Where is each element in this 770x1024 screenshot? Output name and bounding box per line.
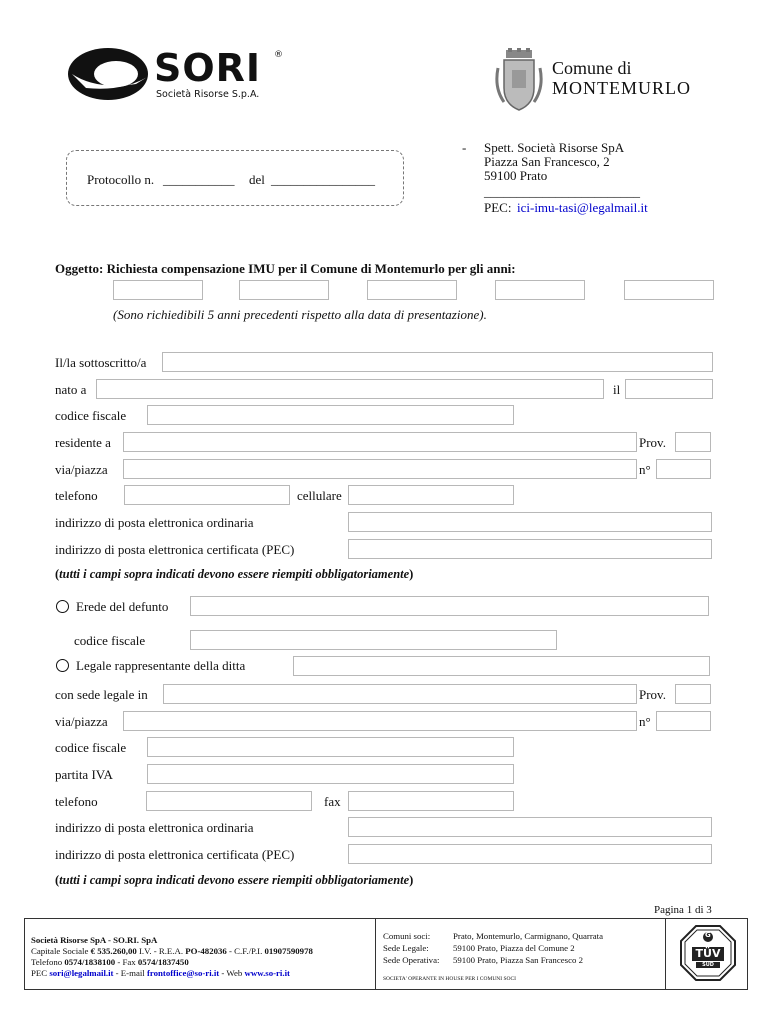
email-ordinaria-field[interactable] xyxy=(348,512,712,532)
via-piazza2-field[interactable] xyxy=(123,711,637,731)
nato-a-field[interactable] xyxy=(96,379,604,399)
year-field-4[interactable] xyxy=(495,280,585,300)
year-field-2[interactable] xyxy=(239,280,329,300)
telefono2-label: telefono xyxy=(55,794,98,809)
ditta-field[interactable] xyxy=(293,656,710,676)
protocol-number-label: Protocollo n. xyxy=(87,172,155,187)
sede-legale-label: con sede legale in xyxy=(55,687,148,702)
footer-divider-2 xyxy=(665,919,666,989)
email-pec-label: indirizzo di posta elettronica certificata (PEC) xyxy=(55,542,295,557)
mandatory-note-2: (tutti i campi sopra indicati devono essere riempiti obbligatoriamente) xyxy=(55,873,414,887)
footer-company: Società Risorse SpA - SO.RI. SpA xyxy=(31,935,158,945)
recipient-block xyxy=(462,138,742,218)
codice-fiscale-field[interactable] xyxy=(147,405,514,425)
sori-logo-text: SORI xyxy=(154,46,262,90)
protocol-date-blank[interactable]: ________________ xyxy=(271,172,375,187)
footer-contacts: PEC sori@legalmail.it - E-mail frontoffice@so-ri.it - Web www.so-ri.it xyxy=(31,968,290,978)
email-ordinaria-label: indirizzo di posta elettronica ordinaria xyxy=(55,515,254,530)
footer-capital: Capitale Sociale € 535.260,00 I.V. - R.E.A. PO-482036 - C.F./P.I. 01907590978 xyxy=(31,946,313,956)
numero-label: n° xyxy=(639,462,651,477)
footer-phone: Telefono 0574/1838100 - Fax 0574/1837450 xyxy=(31,957,189,967)
fax-label: fax xyxy=(324,794,341,809)
recipient-dash: - xyxy=(462,140,467,155)
data-nascita-field[interactable] xyxy=(625,379,713,399)
sede-operativa-footer-value: 59100 Prato, Piazza San Francesco 2 xyxy=(453,955,583,965)
tuv-top: G xyxy=(705,931,711,939)
subject-title: Oggetto: Richiesta compensazione IMU per il Comune di Montemurlo per gli anni: xyxy=(55,261,516,276)
cellulare-label: cellulare xyxy=(297,488,342,503)
prov-field[interactable] xyxy=(675,432,711,452)
nato-a-label: nato a xyxy=(55,382,87,397)
tuv-sub: SÜD xyxy=(702,962,714,968)
comune-line1: Comune di xyxy=(552,58,632,78)
numero2-field[interactable] xyxy=(656,711,711,731)
telefono-label: telefono xyxy=(55,488,98,503)
comune-logo xyxy=(494,48,704,114)
email-pec2-label: indirizzo di posta elettronica certificata (PEC) xyxy=(55,847,295,862)
footer-email-link[interactable]: frontoffice@so-ri.it xyxy=(146,968,220,978)
tuv-badge xyxy=(680,925,736,981)
via-piazza2-label: via/piazza xyxy=(55,714,108,729)
cellulare-field[interactable] xyxy=(348,485,514,505)
sottoscritto-label: Il/la sottoscritto/a xyxy=(55,355,147,370)
sede-legale-footer-value: 59100 Prato, Piazza del Comune 2 xyxy=(453,943,575,953)
footer-divider xyxy=(375,919,376,989)
sede-legale-field[interactable] xyxy=(163,684,637,704)
year-field-5[interactable] xyxy=(624,280,714,300)
partita-iva-field[interactable] xyxy=(147,764,514,784)
sori-swoosh-icon xyxy=(66,44,156,104)
protocol-date-label: del xyxy=(249,172,265,187)
prov-label: Prov. xyxy=(639,435,666,450)
legale-radio[interactable] xyxy=(56,659,69,672)
soci-value: Prato, Montemurlo, Carmignano, Quarrata xyxy=(453,931,603,941)
erede-codice-fiscale-label: codice fiscale xyxy=(74,633,146,648)
sottoscritto-field[interactable] xyxy=(162,352,713,372)
recipient-underline: ________________________ xyxy=(484,184,640,199)
email-pec2-field[interactable] xyxy=(348,844,712,864)
via-piazza-label: via/piazza xyxy=(55,462,108,477)
recipient-line2: Piazza San Francesco, 2 xyxy=(484,154,610,169)
fax-field[interactable] xyxy=(348,791,514,811)
email-ordinaria2-field[interactable] xyxy=(348,817,712,837)
via-piazza-field[interactable] xyxy=(123,459,637,479)
comune-line2: MONTEMURLO xyxy=(552,78,691,98)
soci-label: Comuni soci: xyxy=(383,931,431,941)
recipient-line3: 59100 Prato xyxy=(484,168,548,183)
page-number: Pagina 1 di 3 xyxy=(654,904,712,916)
footer-web-link[interactable]: www.so-ri.it xyxy=(244,968,290,978)
registered-mark: ® xyxy=(274,50,283,60)
telefono2-field[interactable] xyxy=(146,791,312,811)
numero-field[interactable] xyxy=(656,459,711,479)
ditta-codice-fiscale-label: codice fiscale xyxy=(55,740,127,755)
recipient-line1: Spett. Società Risorse SpA xyxy=(484,140,625,155)
in-house-note: SOCIETA' OPERANTE IN HOUSE PER I COMUNI SOCI xyxy=(383,976,517,982)
protocol-number-blank[interactable]: ___________ xyxy=(163,172,235,187)
telefono-field[interactable] xyxy=(124,485,290,505)
legale-label: Legale rappresentante della ditta xyxy=(76,658,246,673)
year-field-3[interactable] xyxy=(367,280,457,300)
recipient-pec-link[interactable]: ici-imu-tasi@legalmail.it xyxy=(517,200,648,215)
prov2-field[interactable] xyxy=(675,684,711,704)
email-ordinaria2-label: indirizzo di posta elettronica ordinaria xyxy=(55,820,254,835)
codice-fiscale-label: codice fiscale xyxy=(55,408,127,423)
erede-field[interactable] xyxy=(190,596,709,616)
sede-operativa-footer-label: Sede Operativa: xyxy=(383,955,440,965)
protocol-box xyxy=(66,150,404,206)
email-pec-field[interactable] xyxy=(348,539,712,559)
erede-codice-fiscale-field[interactable] xyxy=(190,630,557,650)
partita-iva-label: partita IVA xyxy=(55,767,113,782)
sori-subtitle: Società Risorse S.p.A. xyxy=(156,89,260,100)
footer-pec-link[interactable]: sori@legalmail.it xyxy=(49,968,114,978)
sori-logo xyxy=(66,44,296,104)
year-field-1[interactable] xyxy=(113,280,203,300)
footer xyxy=(24,918,748,990)
residente-field[interactable] xyxy=(123,432,637,452)
sede-legale-footer-label: Sede Legale: xyxy=(383,943,429,953)
ditta-codice-fiscale-field[interactable] xyxy=(147,737,514,757)
comune-crest-icon xyxy=(494,48,544,112)
subject-note: (Sono richiedibili 5 anni precedenti rispetto alla data di presentazione). xyxy=(113,307,487,322)
tuv-main: TÜV xyxy=(695,947,721,960)
erede-radio[interactable] xyxy=(56,600,69,613)
mandatory-note-1: (tutti i campi sopra indicati devono essere riempiti obbligatoriamente) xyxy=(55,567,414,581)
erede-label: Erede del defunto xyxy=(76,599,169,614)
il-label: il xyxy=(613,382,621,397)
numero2-label: n° xyxy=(639,714,651,729)
recipient-pec-label: PEC: xyxy=(484,200,512,215)
prov2-label: Prov. xyxy=(639,687,666,702)
residente-label: residente a xyxy=(55,435,111,450)
